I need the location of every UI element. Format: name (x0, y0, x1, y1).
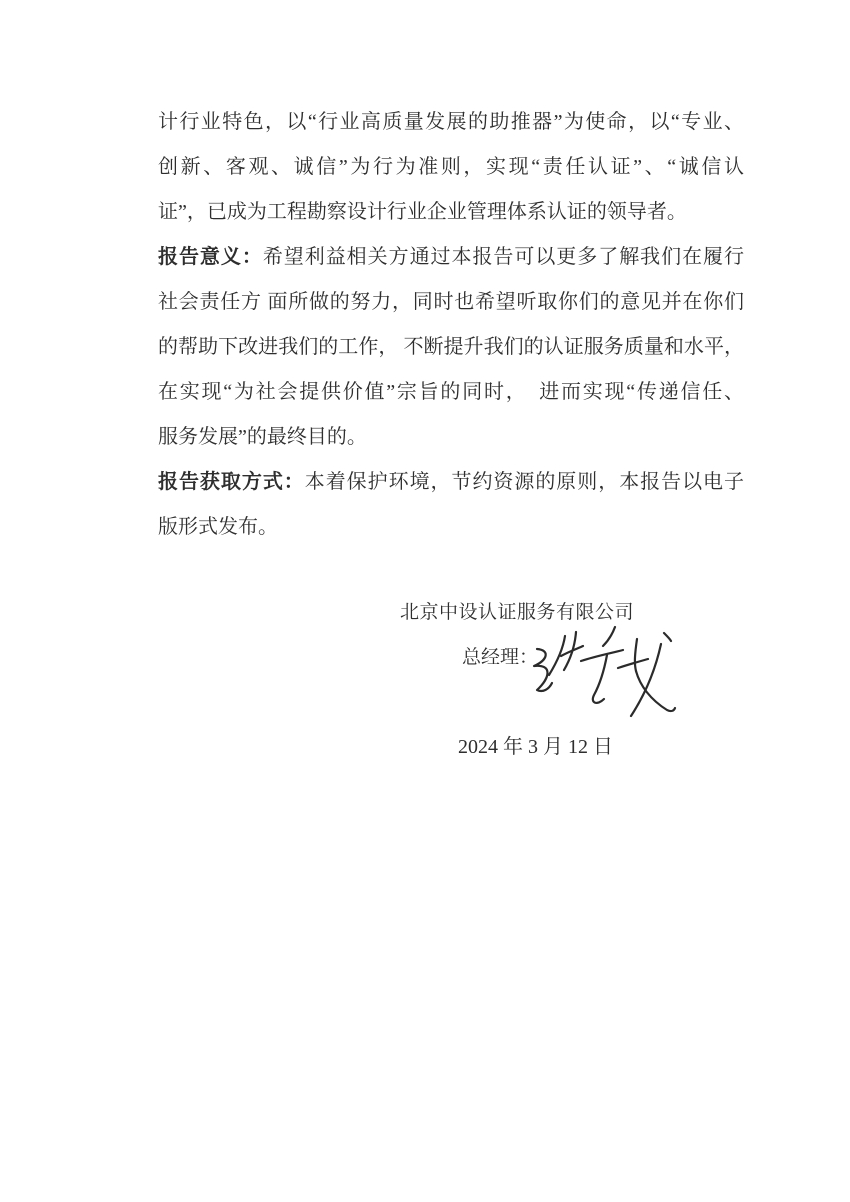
body-line (158, 280, 744, 325)
body-line-text: 计行业特色，以“行业高质量发展的助推器”为使命，以“专业、 (158, 111, 744, 133)
body-line-text: 服务发展”的最终目的。 (158, 426, 367, 448)
body-line-text: 的帮助下改进我们的工作， 不断提升我们的认证服务质量和水平， (158, 336, 744, 358)
handwritten-signature (520, 612, 690, 732)
body-text-block (158, 100, 744, 550)
body-line-text: 社会责任方 面所做的努力，同时也希望听取你们的意见并在你们 (158, 291, 744, 313)
body-line-text: 创新、客观、诚信”为行为准则，实现“责任认证”、“诚信认 (158, 156, 744, 178)
body-line-text: 在实现“为社会提供价值”宗旨的同时， 进而实现“传递信任、 (158, 381, 744, 403)
body-line (158, 415, 744, 460)
report-date: 2024 年 3 月 12 日 (458, 736, 613, 758)
body-line-text: 本着保护环境，节约资源的原则，本报告以电子 (304, 471, 745, 493)
body-line (158, 235, 744, 280)
body-line (158, 325, 744, 370)
body-line (158, 370, 744, 415)
body-line-text: 希望利益相关方通过本报告可以更多了解我们在履行 (262, 246, 745, 268)
signer-title-label: 总经理： (462, 647, 539, 668)
lead-label: 报告获取方式： (158, 471, 305, 493)
company-name: 北京中设认证服务有限公司 (400, 602, 635, 623)
body-line (158, 145, 744, 190)
lead-label: 报告意义： (158, 246, 263, 268)
body-line (158, 505, 744, 550)
body-line-text: 版形式发布。 (158, 516, 278, 538)
body-line (158, 460, 744, 505)
body-line-text: 证”，已成为工程勘察设计行业企业管理体系认证的领导者。 (158, 201, 687, 223)
body-line (158, 100, 744, 145)
body-line (158, 190, 744, 235)
